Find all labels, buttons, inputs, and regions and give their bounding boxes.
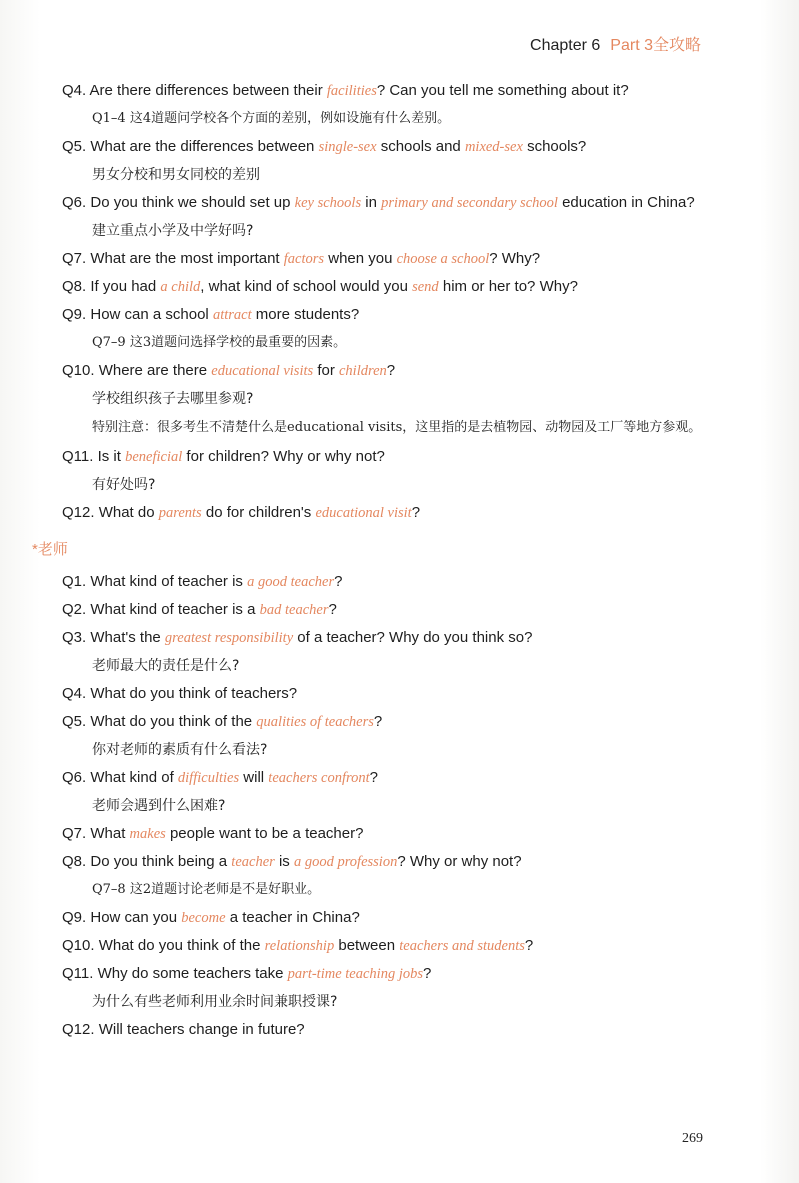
- keyword: single-sex: [318, 139, 377, 155]
- question-teacher-q5: [62, 711, 752, 733]
- keyword: parents: [158, 505, 202, 521]
- keyword: bad teacher: [259, 602, 329, 618]
- question-teacher-q4: [62, 683, 752, 705]
- question-text: What are the most important: [90, 250, 284, 267]
- question-teacher-q10: [62, 935, 752, 957]
- question-text: ?: [328, 601, 337, 618]
- question-text: when you: [324, 250, 397, 267]
- keyword: part-time teaching jobs: [287, 966, 423, 982]
- question-teacher-q9: [62, 907, 752, 929]
- question-text: ?: [386, 362, 396, 379]
- keyword: relationship: [264, 938, 335, 954]
- question-text: Is it: [97, 448, 126, 465]
- keyword: attract: [212, 307, 252, 323]
- question-text: Are there differences between their: [89, 82, 327, 99]
- keyword: makes: [129, 826, 166, 842]
- keyword: teachers confront: [268, 770, 370, 786]
- question-text: What do you think of the: [98, 937, 265, 954]
- question-number: Q10.: [62, 937, 95, 954]
- question-school-q10: [62, 360, 752, 382]
- question-text: What kind of: [90, 769, 178, 786]
- keyword: greatest responsibility: [164, 630, 294, 646]
- question-text: What do: [98, 504, 159, 521]
- question-text: Why do some teachers take: [97, 965, 288, 982]
- question-text: What's the: [90, 629, 165, 646]
- question-school-q8: [62, 276, 752, 298]
- question-school-q7: [62, 248, 752, 270]
- question-number: Q8.: [62, 853, 87, 870]
- question-text: If you had: [90, 278, 161, 295]
- question-number: Q11.: [62, 965, 94, 982]
- keyword: choose a school: [396, 251, 490, 267]
- keyword: facilities: [326, 83, 377, 99]
- question-text: in: [361, 194, 382, 211]
- chapter-label: Chapter 6: [530, 37, 601, 54]
- question-teacher-q7: [62, 823, 752, 845]
- question-teacher-q12: [62, 1019, 752, 1041]
- question-text: How can you: [90, 909, 182, 926]
- question-number: Q7.: [62, 250, 87, 267]
- question-school-q11: [62, 446, 752, 468]
- question-text: ? Why or why not?: [397, 853, 522, 870]
- question-text: ?: [334, 573, 343, 590]
- question-number: Q5.: [62, 138, 87, 155]
- question-number: Q5.: [62, 713, 87, 730]
- translation-q11: 有好处吗?: [92, 477, 156, 493]
- question-text: education in China?: [557, 194, 695, 211]
- question-text: schools and: [376, 138, 465, 155]
- question-text: ?: [423, 965, 432, 982]
- question-school-q6: [62, 192, 752, 214]
- question-text: for: [313, 362, 339, 379]
- question-text: more students?: [251, 306, 360, 323]
- question-number: Q4.: [62, 82, 87, 99]
- keyword: a good profession: [293, 854, 398, 870]
- question-number: Q8.: [62, 278, 87, 295]
- keyword: a good teacher: [247, 574, 335, 590]
- keyword: educational visit: [315, 505, 412, 521]
- keyword: key schools: [294, 195, 362, 211]
- question-text: What kind of teacher is a: [90, 601, 260, 618]
- translation-teacher-q6: 老师会遇到什么困难?: [92, 798, 226, 814]
- translation-teacher-q11: 为什么有些老师利用业余时间兼职授课?: [92, 994, 338, 1010]
- keyword: become: [181, 910, 226, 926]
- translation-teacher-q5: 你对老师的素质有什么看法?: [92, 742, 268, 758]
- question-text: What do you think of teachers?: [90, 685, 298, 702]
- note-q7-9: Q7–9 这3道题问选择学校的最重要的因素。: [92, 335, 347, 350]
- question-text: will: [239, 769, 269, 786]
- keyword: a child: [160, 279, 201, 295]
- part-label: Part 3全攻略: [610, 37, 701, 54]
- question-text: ?: [373, 713, 383, 730]
- section-heading-teacher: *老师: [32, 541, 68, 558]
- question-school-q5: [62, 136, 752, 158]
- translation-teacher-q3: 老师最大的责任是什么?: [92, 658, 240, 674]
- question-number: Q9.: [62, 909, 87, 926]
- keyword: beneficial: [125, 449, 183, 465]
- question-text: How can a school: [90, 306, 213, 323]
- keyword: educational visits: [211, 363, 314, 379]
- question-number: Q12.: [62, 504, 95, 521]
- question-school-q12: [62, 502, 752, 524]
- question-number: Q4.: [62, 685, 87, 702]
- question-number: Q12.: [62, 1021, 95, 1038]
- keyword: send: [412, 279, 439, 295]
- question-teacher-q2: [62, 599, 752, 621]
- page-content: [32, 80, 752, 1047]
- question-text: people want to be a teacher?: [165, 825, 364, 842]
- page-number: 269: [682, 1131, 703, 1146]
- question-text: do for children's: [201, 504, 316, 521]
- question-number: Q11.: [62, 448, 94, 465]
- question-text: ? Why?: [489, 250, 541, 267]
- question-text: What kind of teacher is: [90, 573, 248, 590]
- question-number: Q7.: [62, 825, 87, 842]
- keyword: qualities of teachers: [256, 714, 374, 730]
- note-teacher-q7-8: Q7–8 这2道题讨论老师是不是好职业。: [92, 882, 321, 897]
- keyword: difficulties: [177, 770, 240, 786]
- question-text: schools?: [522, 138, 587, 155]
- keyword: mixed-sex: [464, 139, 523, 155]
- note-special: 特别注意：很多考生不清楚什么是educational visits，这里指的是去植物园、动物园及工厂等地方参观。: [92, 420, 702, 435]
- question-text: is: [274, 853, 294, 870]
- question-text: ? Can you tell me something about it?: [376, 82, 629, 99]
- keyword: teachers and students: [399, 938, 525, 954]
- question-text: What: [90, 825, 130, 842]
- question-number: Q1.: [62, 573, 87, 590]
- question-text: , what kind of school would you: [200, 278, 413, 295]
- running-header: [530, 32, 701, 55]
- translation-q6: 建立重点小学及中学好吗?: [92, 223, 254, 239]
- question-teacher-q8: [62, 851, 752, 873]
- question-number: Q6.: [62, 769, 87, 786]
- question-text: Where are there: [98, 362, 212, 379]
- keyword: primary and secondary school: [381, 195, 558, 211]
- question-text: Do you think we should set up: [90, 194, 295, 211]
- question-text: Will teachers change in future?: [98, 1021, 305, 1038]
- question-text: a teacher in China?: [225, 909, 360, 926]
- question-text: ?: [369, 769, 378, 786]
- question-number: Q10.: [62, 362, 95, 379]
- note-q1-4: Q1–4 这4道题问学校各个方面的差别，例如设施有什么差别。: [92, 111, 451, 126]
- question-number: Q6.: [62, 194, 87, 211]
- question-text: between: [334, 937, 400, 954]
- keyword: teacher: [231, 854, 275, 870]
- question-text: for children? Why or why not?: [182, 448, 385, 465]
- question-text: Do you think being a: [90, 853, 232, 870]
- question-teacher-q11: [62, 963, 752, 985]
- question-text: What are the differences between: [90, 138, 319, 155]
- translation-q5: 男女分校和男女同校的差别: [92, 167, 260, 183]
- question-text: ?: [524, 937, 534, 954]
- question-text: What do you think of the: [90, 713, 257, 730]
- question-teacher-q6: [62, 767, 752, 789]
- question-text: of a teacher? Why do you think so?: [293, 629, 533, 646]
- translation-q10: 学校组织孩子去哪里参观?: [92, 391, 254, 407]
- question-number: Q9.: [62, 306, 87, 323]
- question-teacher-q1: [62, 571, 752, 593]
- question-number: Q2.: [62, 601, 87, 618]
- question-text: ?: [411, 504, 421, 521]
- question-school-q9: [62, 304, 752, 326]
- question-text: him or her to? Why?: [438, 278, 578, 295]
- question-teacher-q3: [62, 627, 752, 649]
- keyword: factors: [283, 251, 325, 267]
- question-number: Q3.: [62, 629, 87, 646]
- question-school-q4: [62, 80, 752, 102]
- keyword: children: [339, 363, 387, 379]
